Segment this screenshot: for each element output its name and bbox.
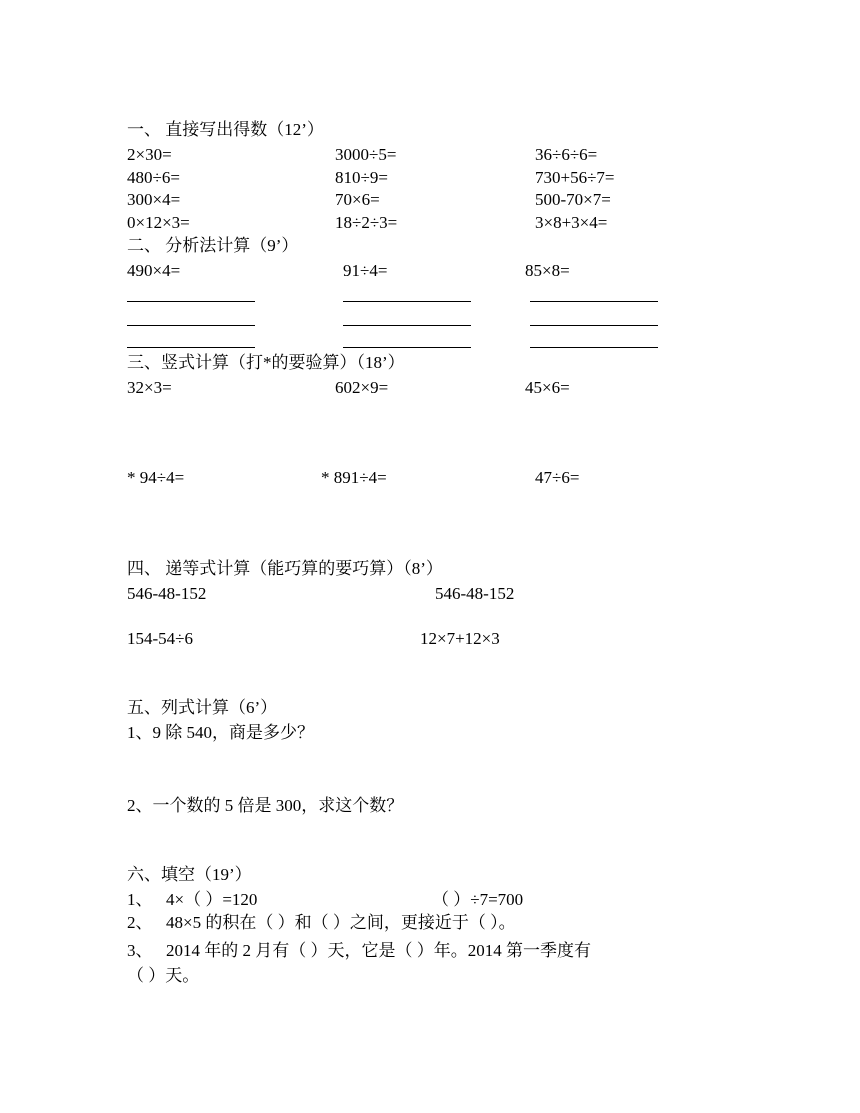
answer-line [530, 301, 658, 302]
problem-3-3: 45×6= [525, 378, 570, 397]
problem-4-1: 546-48-152 [127, 584, 207, 603]
answer-line [343, 301, 471, 302]
section-2-title: 二、 分析法计算（9’） [127, 236, 299, 255]
problem-1-9: 500-70×7= [535, 190, 611, 209]
fill-1-a: 4×（ ）=120 [166, 890, 258, 909]
problem-1-11: 18÷2÷3= [335, 213, 398, 232]
problem-4-2: 546-48-152 [435, 584, 515, 603]
answer-line [343, 347, 471, 348]
answer-line [127, 325, 255, 326]
problem-1-8: 70×6= [335, 190, 380, 209]
answer-line [530, 347, 658, 348]
section-5-title: 五、列式计算（6’） [127, 698, 278, 717]
problem-4-4: 12×7+12×3 [420, 629, 500, 648]
problem-1-10: 0×12×3= [127, 213, 190, 232]
fill-3-number: 3、 [127, 941, 153, 960]
fill-1-number: 1、 [127, 890, 153, 909]
section-1-title: 一、 直接写出得数（12’） [127, 120, 324, 139]
problem-3-4: * 94÷4= [127, 468, 185, 487]
answer-line [530, 325, 658, 326]
fill-2-number: 2、 [127, 913, 153, 932]
problem-1-6: 730+56÷7= [535, 168, 615, 187]
answer-line [343, 325, 471, 326]
problem-1-1: 2×30= [127, 145, 172, 164]
problem-1-12: 3×8+3×4= [535, 213, 608, 232]
problem-2-2: 91÷4= [343, 261, 388, 280]
problem-3-5: * 891÷4= [321, 468, 387, 487]
problem-3-1: 32×3= [127, 378, 172, 397]
problem-4-3: 154-54÷6 [127, 629, 193, 648]
problem-2-3: 85×8= [525, 261, 570, 280]
problem-1-3: 36÷6÷6= [535, 145, 598, 164]
word-problem-1: 1、9 除 540，商是多少？ [127, 723, 314, 742]
fill-2-text: 48×5 的积在（ ）和（ ）之间，更接近于（ ）。 [166, 913, 516, 932]
section-3-title: 三、竖式计算（打*的要验算）（18’） [127, 353, 405, 372]
problem-3-6: 47÷6= [535, 468, 580, 487]
answer-line [127, 347, 255, 348]
word-problem-2: 2、一个数的 5 倍是 300，求这个数？ [127, 796, 404, 815]
problem-1-4: 480÷6= [127, 168, 180, 187]
problem-1-5: 810÷9= [335, 168, 388, 187]
fill-1-b: （ ）÷7=700 [432, 890, 524, 909]
problem-1-2: 3000÷5= [335, 145, 397, 164]
section-6-title: 六、填空（19’） [127, 865, 252, 884]
answer-line [127, 301, 255, 302]
problem-2-1: 490×4= [127, 261, 181, 280]
problem-3-2: 602×9= [335, 378, 389, 397]
section-4-title: 四、 递等式计算（能巧算的要巧算）（8’） [127, 559, 443, 578]
fill-3-continuation: （ ）天。 [127, 966, 200, 985]
problem-1-7: 300×4= [127, 190, 181, 209]
fill-3-text: 2014 年的 2 月有（ ）天，它是（ ）年。2014 第一季度有 [166, 941, 591, 960]
